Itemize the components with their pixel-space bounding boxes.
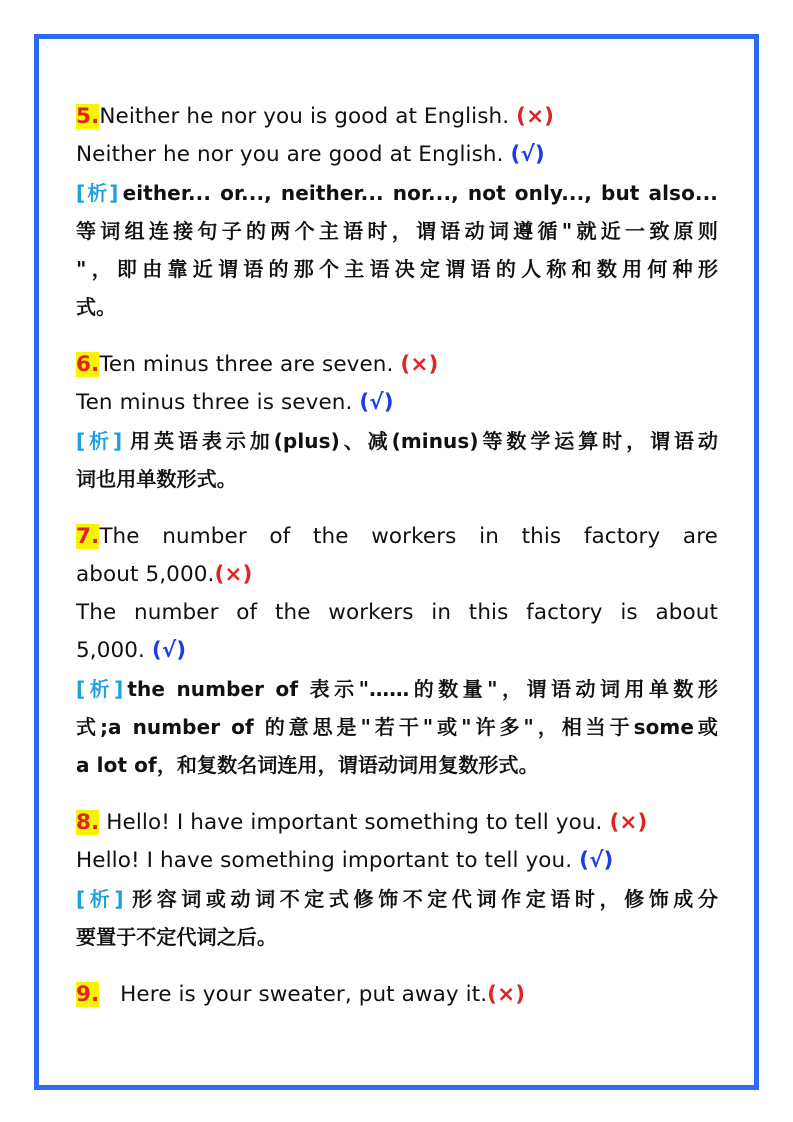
right-sentence: Hello! I have something important to tell you.: [76, 848, 573, 873]
right-sentence: Neither he nor you are good at English.: [76, 142, 504, 167]
wrong-sentence-line: [76, 346, 718, 384]
right-mark: (√): [579, 848, 614, 873]
wrong-mark: (×): [609, 810, 648, 835]
wrong-sentence: Hello! I have important something to tell you.: [106, 810, 603, 835]
analysis-text: either... or..., neither... nor..., not only..., but also...: [122, 181, 718, 205]
analysis-line: 等词组连接句子的两个主语时，谓语动词遵循"就近一致原则: [76, 219, 718, 243]
wrong-mark: (×): [214, 562, 253, 587]
analysis-tag: [析]: [76, 429, 123, 453]
analysis-line: 式。: [76, 295, 117, 319]
item-number: 9.: [76, 982, 100, 1007]
analysis-line: "，即由靠近谓语的那个主语决定谓语的人称和数用何种形: [76, 257, 718, 281]
right-sentence: Ten minus three is seven.: [76, 390, 353, 415]
item-number: 8.: [76, 810, 100, 835]
right-sentence-line: The number of the workers in this factory is about: [76, 600, 718, 625]
analysis-line: a lot of，和复数名词连用，谓语动词用复数形式。: [76, 753, 539, 777]
wrong-mark: (×): [400, 352, 439, 377]
analysis-line: [76, 422, 718, 460]
analysis-line: [76, 880, 718, 918]
analysis-line: 式;a number of 的意思是"若干"或"许多"，相当于some或: [76, 715, 718, 739]
wrong-sentence-line: [76, 518, 718, 556]
analysis-line: 词也用单数形式。: [76, 467, 237, 491]
analysis-text: 用英语表示加(plus)、减(minus)等数学运算时，谓语动: [126, 429, 718, 453]
wrong-sentence: Here is your sweater, put away it.: [120, 982, 488, 1007]
right-sentence-line: [76, 842, 718, 880]
analysis-text: 形容词或动词不定式修饰不定代词作定语时，修饰成分: [127, 887, 718, 911]
item-number: 5.: [76, 104, 100, 129]
analysis-text: the number of 表示"……的数量"，谓语动词用单数形: [127, 677, 718, 701]
right-sentence: 5,000.: [76, 638, 145, 663]
analysis-tag: [析]: [76, 181, 119, 205]
right-sentence-line: [76, 384, 718, 422]
right-mark: (√): [510, 142, 545, 167]
wrong-sentence: about 5,000.: [76, 562, 215, 587]
wrong-sentence-line: [76, 804, 718, 842]
right-sentence-line: [76, 136, 718, 174]
analysis-tag: [析]: [76, 887, 124, 911]
item-number: 6.: [76, 352, 100, 377]
item-number: 7.: [76, 524, 100, 549]
item-5: [76, 98, 718, 326]
right-mark: (√): [151, 638, 187, 663]
item-6: [76, 346, 718, 498]
wrong-sentence: The number of the workers in this factory are: [99, 524, 718, 549]
wrong-mark: (×): [516, 104, 555, 129]
analysis-line: 要置于不定代词之后。: [76, 925, 277, 949]
wrong-mark: (×): [487, 982, 526, 1007]
item-7: [76, 518, 718, 784]
analysis-tag: [析]: [76, 677, 124, 701]
right-sentence-line: [76, 632, 718, 670]
item-9: [76, 976, 718, 1014]
item-8: [76, 804, 718, 956]
wrong-sentence: Ten minus three are seven.: [99, 352, 394, 377]
wrong-sentence: Neither he nor you is good at English.: [99, 104, 510, 129]
wrong-sentence-line: [76, 556, 718, 594]
wrong-sentence-line: [76, 976, 718, 1014]
wrong-sentence-line: [76, 98, 718, 136]
analysis-line: [76, 670, 718, 708]
analysis-line: [76, 174, 718, 212]
document-content: [76, 98, 718, 1034]
right-mark: (√): [359, 390, 394, 415]
